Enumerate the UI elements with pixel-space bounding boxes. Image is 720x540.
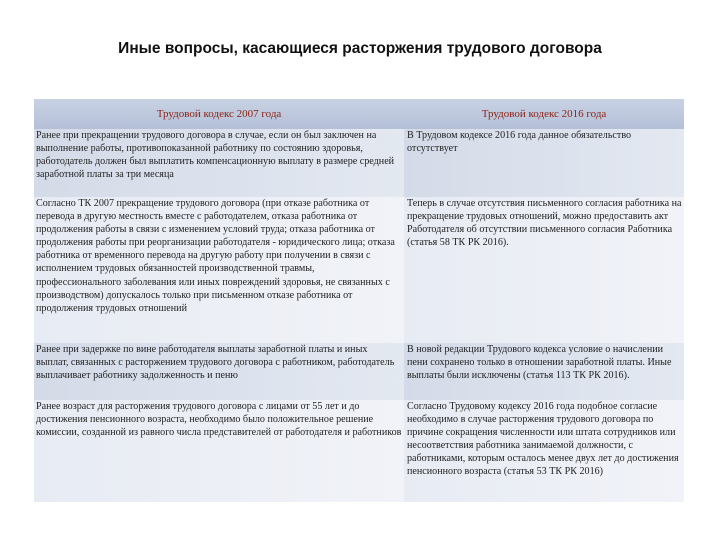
cell-2016: Согласно Трудовому кодексу 2016 года подобное согласие необходимо в случае расторжения трудового договора по причине сокращения численности или штата сотрудников или несоответствия работника занимаемой должности, с работниками, которым осталось менее двух лет до достижения пенсионного возраста (статья 53 ТК РК 2016) xyxy=(404,400,684,502)
table-header-row xyxy=(34,99,684,129)
header-2007: Трудовой кодекс 2007 года xyxy=(34,99,404,129)
cell-2016: Теперь в случае отсутствия письменного согласия работника на прекращение трудовых отношений, можно предоставить акт Работодателя об отсутствии письменного согласия Работника (статья 58 ТК РК 2016). xyxy=(404,197,684,343)
cell-2007: Ранее возраст для расторжения трудового договора с лицами от 55 лет и до достижения пенсионного возраста, необходимо было положительное решение комиссии, созданной из равного числа представителей от работодателя и работников xyxy=(34,400,404,502)
cell-2007: Согласно ТК 2007 прекращение трудового договора (при отказе работника от перевода в другую местность вместе с работодателем, отказа работника от продолжения работы в связи с изменением условий труда; отказа работника от продолжения работы при реорганизации работодателя - юридического лица; отказа работника от временного перевода на другую работу при получении в связи с исполнением трудовых обязанностей производственной травмы, профессионального заболевания или иных повреждений здоровья, не связанных с производством) допускалось только при письменном отказе работника от продолжения трудовых отношений xyxy=(34,197,404,343)
page-title: Иные вопросы, касающиеся расторжения трудового договора xyxy=(118,40,602,57)
cell-2016: В Трудовом кодексе 2016 года данное обязательство отсутствует xyxy=(404,129,684,197)
table-row xyxy=(34,400,684,502)
header-2016: Трудовой кодекс 2016 года xyxy=(404,99,684,129)
table-row xyxy=(34,343,684,400)
cell-2016: В новой редакции Трудового кодекса условие о начислении пени сохранено только в отношении заработной платы. Иные выплаты были исключены (статья 113 ТК РК 2016). xyxy=(404,343,684,400)
table-row xyxy=(34,129,684,197)
cell-2007: Ранее при задержке по вине работодателя выплаты заработной платы и иных выплат, связанных с расторжением трудового договора с работником, работодатель выплачивает работнику задолженность и пеню xyxy=(34,343,404,400)
table-row xyxy=(34,197,684,343)
comparison-table xyxy=(34,99,684,502)
cell-2007: Ранее при прекращении трудового договора в случае, если он был заключен на выполнение работы, противопоказанной работнику по состоянию здоровья, работодатель должен был выплатить компенсационную выплату в размере средней заработной платы за три месяца xyxy=(34,129,404,197)
